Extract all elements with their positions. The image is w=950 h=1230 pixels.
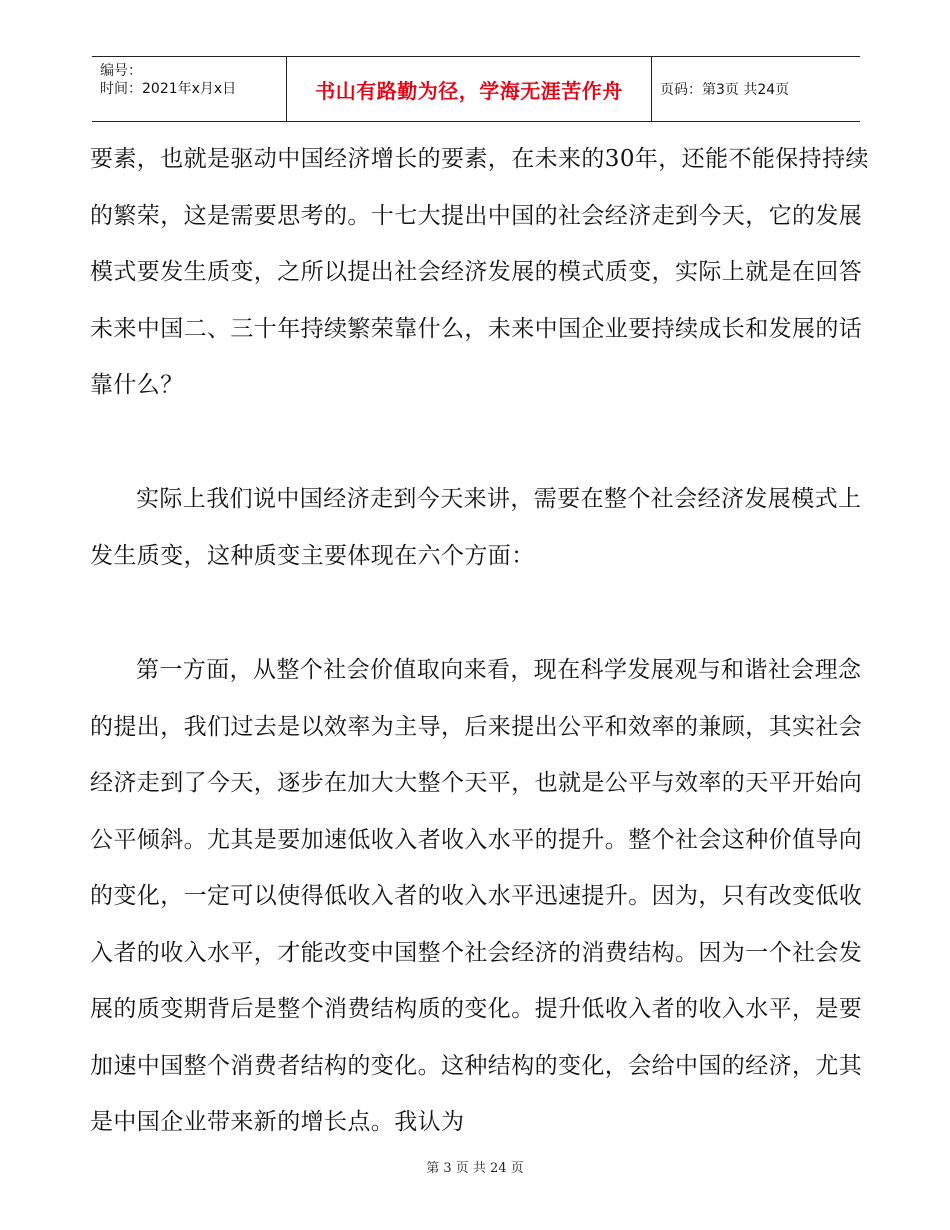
header-page-info: 页码：第3页 共24页 <box>660 82 790 98</box>
header-meta-cell <box>92 57 287 121</box>
motto-text: 书山有路勤为径，学海无涯苦作舟 <box>315 78 623 103</box>
document-header <box>92 56 860 122</box>
body-paragraph-1: 要素，也就是驱动中国经济增长的要素，在未来的30年，还能不能保持持续的繁荣，这是需要思考的。十七大提出中国的社会经济走到今天，它的发展模式要发生质变，之所以提出社会经济发展的模式质变，实际上就是在回答未来中国二、三十年持续繁荣靠什么，未来中国企业要持续成长和发展的话靠什么？ <box>90 146 869 398</box>
page-footer: 第 3 页 共 24 页 <box>426 1161 524 1176</box>
document-time-label: 时间：2021年x月x日 <box>100 81 237 97</box>
header-page-cell <box>652 57 860 121</box>
header-motto-cell <box>287 57 652 121</box>
body-paragraph-2: 实际上我们说中国经济走到今天来讲，需要在整个社会经济发展模式上发生质变，这种质变主要体现在六个方面： <box>90 486 862 569</box>
body-paragraph-3: 第一方面，从整个社会价值取向来看，现在科学发展观与和谐社会理念的提出，我们过去是以效率为主导，后来提出公平和效率的兼顾，其实社会经济走到了今天，逐步在加大大整个天平，也就是公平与效率的天平开始向公平倾斜。尤其是要加速低收入者收入水平的提升。整个社会这种价值导向的变化，一定可以使得低收入者的收入水平迅速提升。因为，只有改变低收入者的收入水平，才能改变中国整个社会经济的消费结构。因为一个社会发展的质变期背后是整个消费结构质的变化。提升低收入者的收入水平，是要加速中国整个消费者结构的变化。这种结构的变化，会给中国的经济，尤其是中国企业带来新的增长点。我认为 <box>90 657 863 1135</box>
document-number-label: 编号： <box>100 63 142 79</box>
